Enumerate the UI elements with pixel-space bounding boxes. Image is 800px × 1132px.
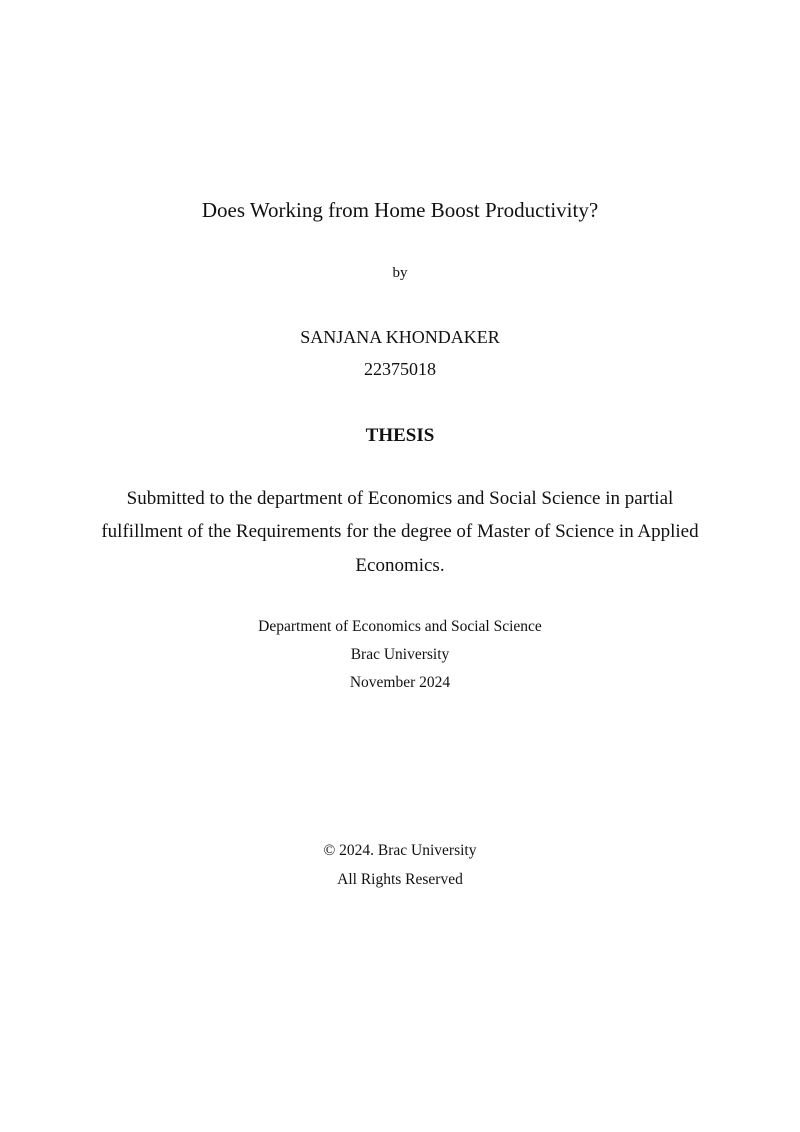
author-name: SANJANA KHONDAKER [300,327,500,347]
by-label: by [392,265,408,281]
department-name: Department of Economics and Social Science [258,618,542,635]
university-name: Brac University [350,646,450,663]
copyright-notice: © 2024. Brac University [323,842,477,859]
submission-statement-line-1: Submitted to the department of Economics and Social Science in partial [126,488,674,509]
submission-statement-line-2: fulfillment of the Requirements for the degree of Master of Science in Applied [101,521,699,542]
document-type-heading: THESIS [365,425,435,446]
submission-date: November 2024 [349,674,451,691]
thesis-title: Does Working from Home Boost Productivity? [201,198,599,222]
rights-notice: All Rights Reserved [337,871,463,888]
student-id: 22375018 [364,359,436,379]
submission-statement-line-3: Economics. [355,555,445,576]
